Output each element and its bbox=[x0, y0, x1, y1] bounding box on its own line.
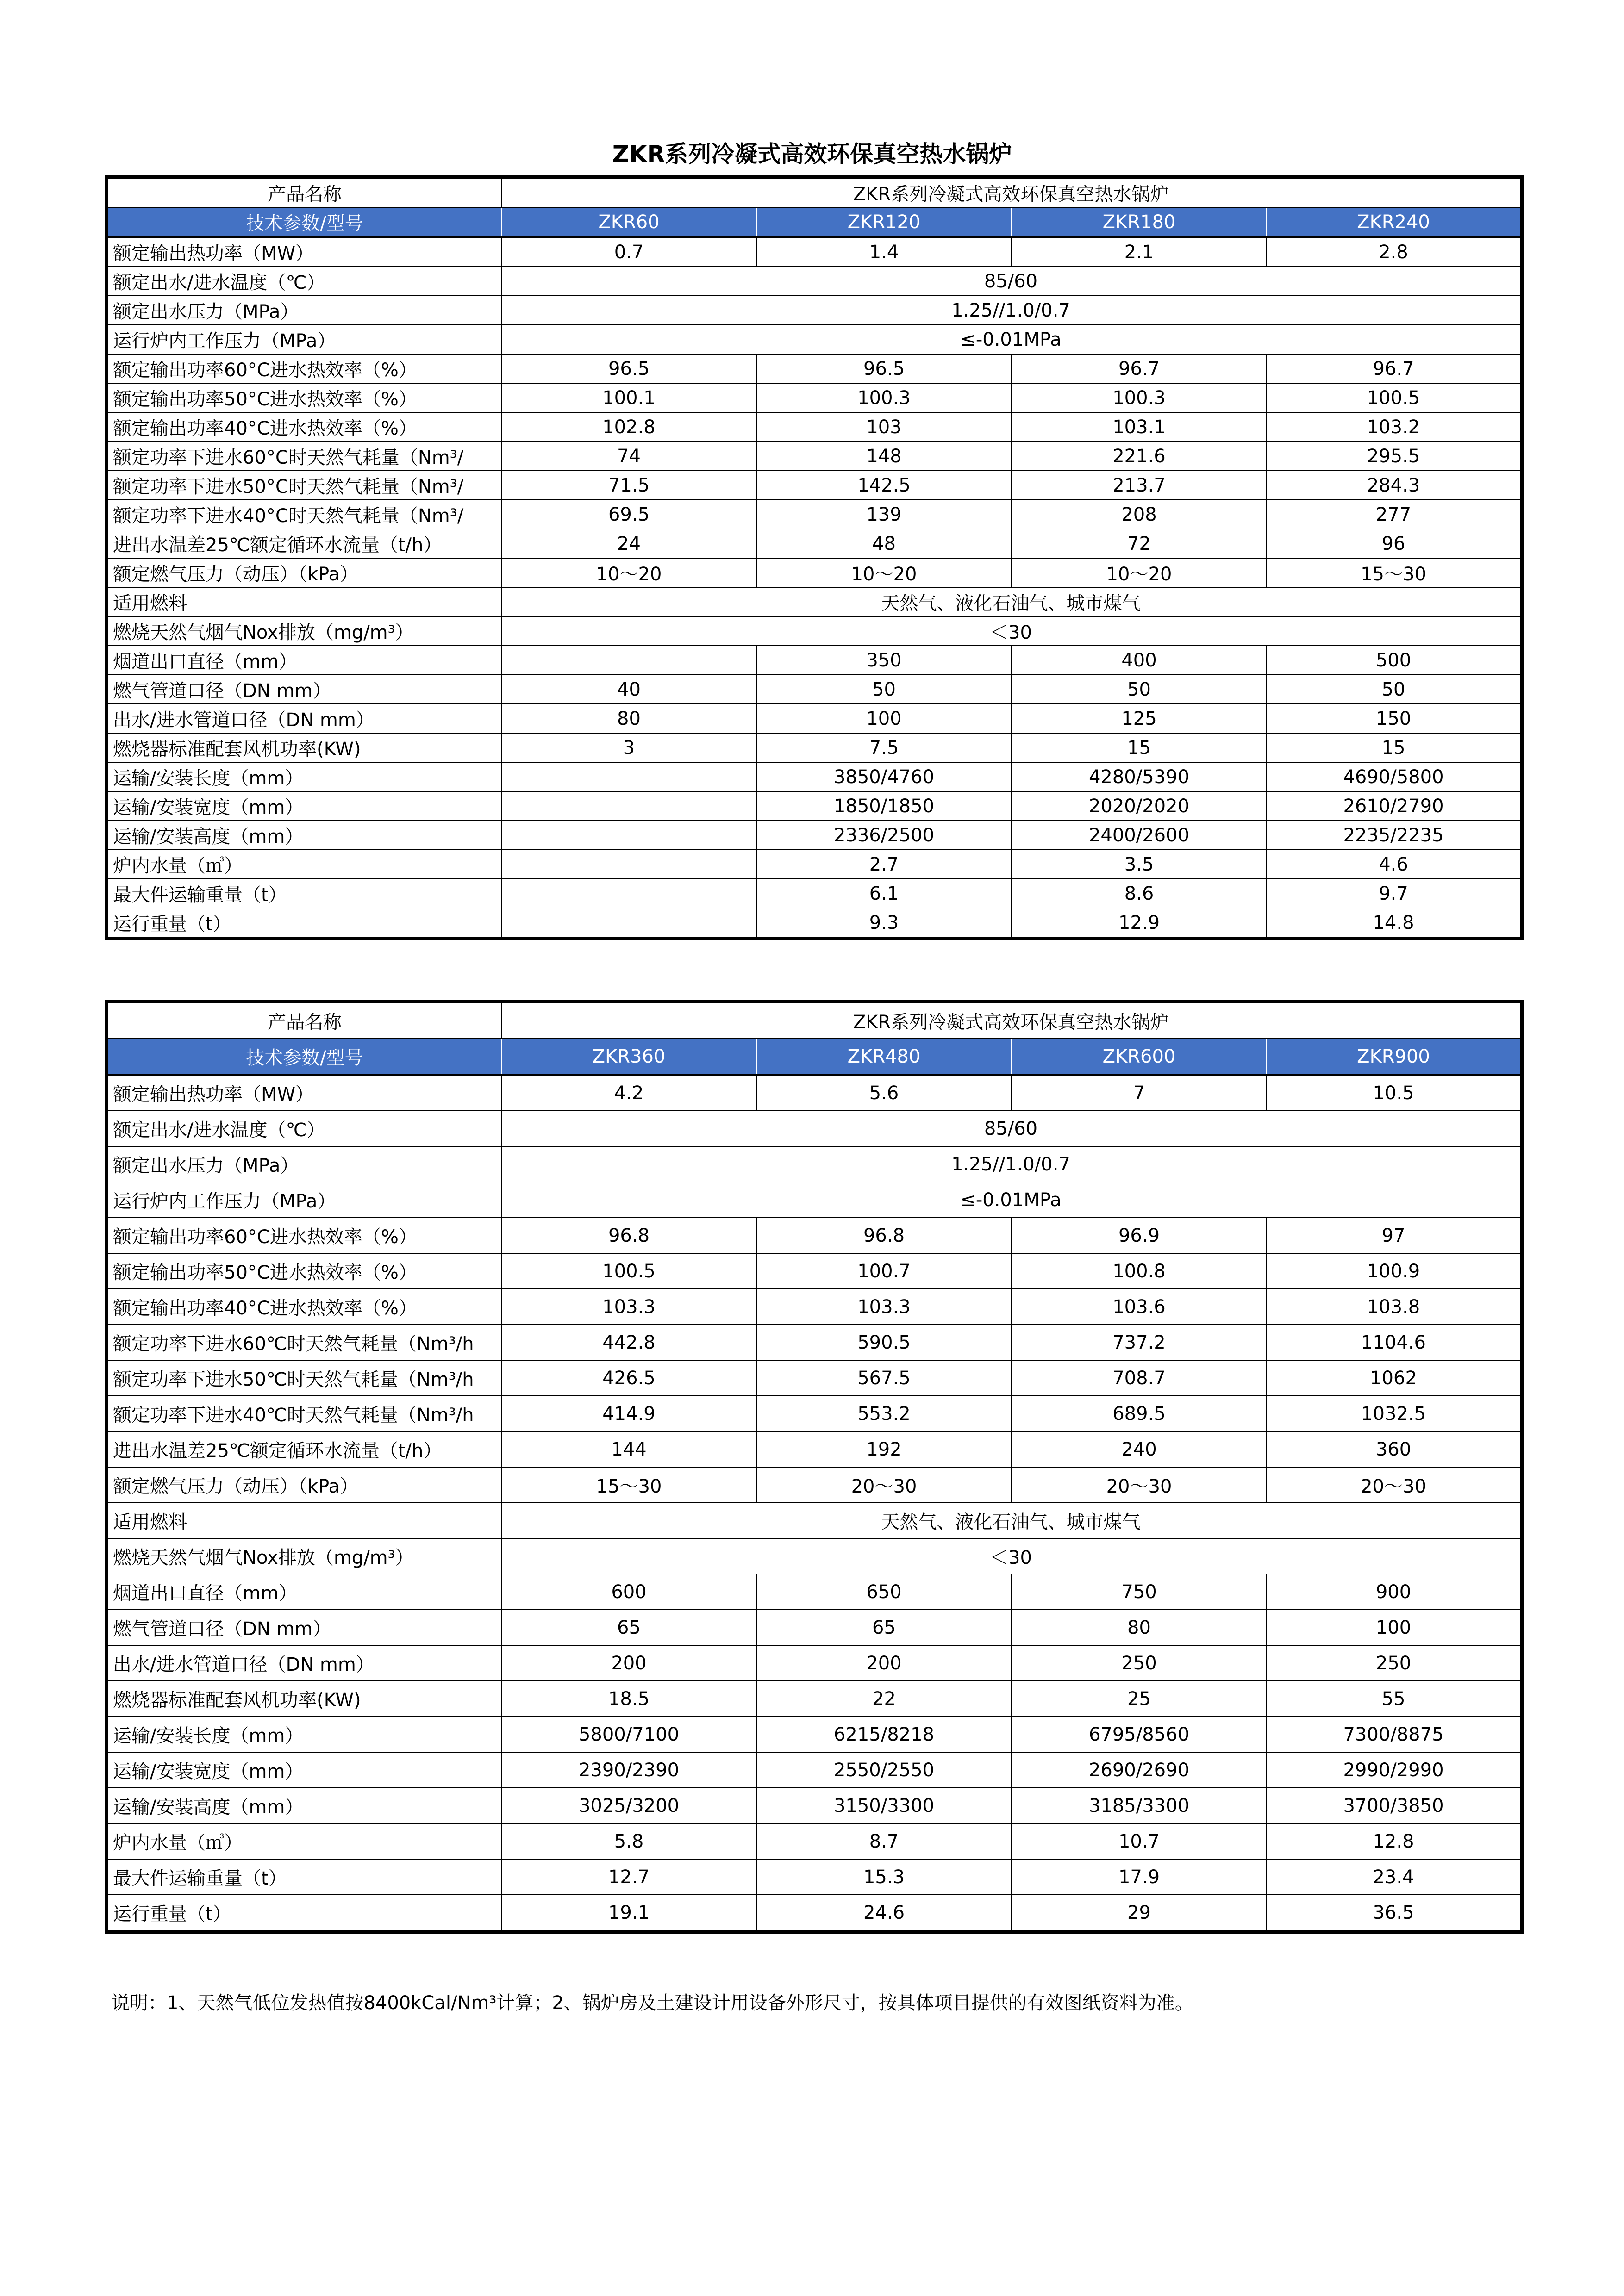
value-cell: 148 bbox=[756, 442, 1012, 471]
value-cell: 192 bbox=[756, 1431, 1012, 1467]
merged-value-cell: 1.25//1.0/0.7 bbox=[501, 296, 1522, 325]
row-label: 运输/安装宽度（mm） bbox=[106, 791, 501, 821]
table-row bbox=[106, 500, 1522, 529]
value-cell: 15.3 bbox=[756, 1859, 1012, 1895]
row-label: 运输/安装长度（mm） bbox=[106, 1717, 501, 1752]
merged-value-cell: 天然气、液化石油气、城市煤气 bbox=[501, 587, 1522, 616]
row-label: 烟道出口直径（mm） bbox=[106, 646, 501, 675]
value-cell: 1.4 bbox=[756, 237, 1012, 267]
table-row bbox=[106, 791, 1522, 821]
table-row bbox=[106, 558, 1522, 587]
row-label: 运输/安装高度（mm） bbox=[106, 821, 501, 850]
spec-table-1 bbox=[105, 175, 1524, 940]
value-cell: 4.2 bbox=[501, 1075, 756, 1111]
model-header-row bbox=[106, 1039, 1522, 1075]
value-cell: 900 bbox=[1267, 1574, 1522, 1610]
table-row bbox=[106, 879, 1522, 908]
value-cell: 2990/2990 bbox=[1267, 1752, 1522, 1788]
model-header-row bbox=[106, 207, 1522, 237]
table-row bbox=[106, 1360, 1522, 1396]
value-cell: 74 bbox=[501, 442, 756, 471]
value-cell: 15 bbox=[1267, 733, 1522, 762]
value-cell: 100.1 bbox=[501, 383, 756, 412]
value-cell: 10～20 bbox=[501, 558, 756, 587]
value-cell: 284.3 bbox=[1267, 471, 1522, 500]
table-row bbox=[106, 1895, 1522, 1932]
product-name-label: 产品名称 bbox=[106, 1002, 501, 1039]
model-header-label: 技术参数/型号 bbox=[106, 207, 501, 237]
value-cell: 426.5 bbox=[501, 1360, 756, 1396]
value-cell: 221.6 bbox=[1012, 442, 1267, 471]
value-cell: 10.5 bbox=[1267, 1075, 1522, 1111]
value-cell: 400 bbox=[1012, 646, 1267, 675]
model-header-cell: ZKR180 bbox=[1012, 207, 1267, 237]
table-row bbox=[106, 616, 1522, 646]
value-cell: 350 bbox=[756, 646, 1012, 675]
value-cell: 553.2 bbox=[756, 1396, 1012, 1431]
row-label: 运行重量（t） bbox=[106, 1895, 501, 1932]
value-cell: 6.1 bbox=[756, 879, 1012, 908]
row-label: 出水/进水管道口径（DN mm） bbox=[106, 1645, 501, 1681]
value-cell: 100 bbox=[1267, 1610, 1522, 1645]
value-cell: 2610/2790 bbox=[1267, 791, 1522, 821]
value-cell: 567.5 bbox=[756, 1360, 1012, 1396]
value-cell: 2.1 bbox=[1012, 237, 1267, 267]
model-header-cell: ZKR900 bbox=[1267, 1039, 1522, 1075]
model-header-cell: ZKR60 bbox=[501, 207, 756, 237]
value-cell: 18.5 bbox=[501, 1681, 756, 1717]
value-cell: 50 bbox=[1267, 675, 1522, 704]
value-cell: 1104.6 bbox=[1267, 1325, 1522, 1360]
value-cell: 24 bbox=[501, 529, 756, 558]
value-cell: 0.7 bbox=[501, 237, 756, 267]
value-cell: 360 bbox=[1267, 1431, 1522, 1467]
value-cell: 100 bbox=[756, 704, 1012, 733]
value-cell bbox=[501, 908, 756, 939]
value-cell bbox=[501, 791, 756, 821]
value-cell: 2550/2550 bbox=[756, 1752, 1012, 1788]
value-cell: 150 bbox=[1267, 704, 1522, 733]
row-label: 适用燃料 bbox=[106, 587, 501, 616]
value-cell: 10～20 bbox=[1012, 558, 1267, 587]
row-label: 运输/安装长度（mm） bbox=[106, 762, 501, 791]
value-cell: 55 bbox=[1267, 1681, 1522, 1717]
row-label: 最大件运输重量（t） bbox=[106, 1859, 501, 1895]
value-cell: 125 bbox=[1012, 704, 1267, 733]
table-row bbox=[106, 442, 1522, 471]
row-label: 运行重量（t） bbox=[106, 908, 501, 939]
value-cell: 1032.5 bbox=[1267, 1396, 1522, 1431]
value-cell: 2690/2690 bbox=[1012, 1752, 1267, 1788]
value-cell: 100.9 bbox=[1267, 1253, 1522, 1289]
row-label: 燃烧器标准配套风机功率(KW) bbox=[106, 1681, 501, 1717]
merged-value-cell: ≤-0.01MPa bbox=[501, 1182, 1522, 1218]
value-cell: 12.7 bbox=[501, 1859, 756, 1895]
row-label: 燃烧器标准配套风机功率(KW) bbox=[106, 733, 501, 762]
value-cell: 2020/2020 bbox=[1012, 791, 1267, 821]
value-cell: 96.5 bbox=[756, 354, 1012, 383]
value-cell: 9.3 bbox=[756, 908, 1012, 939]
product-name-label: 产品名称 bbox=[106, 177, 501, 207]
value-cell: 25 bbox=[1012, 1681, 1267, 1717]
row-label: 额定功率下进水40℃时天然气耗量（Nm³/h bbox=[106, 1396, 501, 1431]
row-label: 进出水温差25℃额定循环水流量（t/h） bbox=[106, 529, 501, 558]
value-cell: 72 bbox=[1012, 529, 1267, 558]
value-cell: 50 bbox=[1012, 675, 1267, 704]
value-cell: 3700/3850 bbox=[1267, 1788, 1522, 1823]
value-cell: 9.7 bbox=[1267, 879, 1522, 908]
table-row bbox=[106, 821, 1522, 850]
product-name-value: ZKR系列冷凝式高效环保真空热水锅炉 bbox=[501, 1002, 1522, 1039]
value-cell: 103.1 bbox=[1012, 412, 1267, 442]
value-cell: 2.8 bbox=[1267, 237, 1522, 267]
table-row bbox=[106, 1752, 1522, 1788]
row-label: 运行炉内工作压力（MPa） bbox=[106, 1182, 501, 1218]
table-row bbox=[106, 1717, 1522, 1752]
row-label: 炉内水量（㎥） bbox=[106, 1823, 501, 1859]
row-label: 额定输出热功率（MW） bbox=[106, 1075, 501, 1111]
value-cell: 22 bbox=[756, 1681, 1012, 1717]
row-label: 额定出水/进水温度（℃） bbox=[106, 1111, 501, 1146]
table-row bbox=[106, 1253, 1522, 1289]
value-cell bbox=[501, 762, 756, 791]
row-label: 出水/进水管道口径（DN mm） bbox=[106, 704, 501, 733]
row-label: 进出水温差25℃额定循环水流量（t/h） bbox=[106, 1431, 501, 1467]
value-cell: 103 bbox=[756, 412, 1012, 442]
value-cell: 103.8 bbox=[1267, 1289, 1522, 1325]
value-cell: 103.6 bbox=[1012, 1289, 1267, 1325]
merged-value-cell: ＜30 bbox=[501, 616, 1522, 646]
value-cell: 144 bbox=[501, 1431, 756, 1467]
model-header-cell: ZKR360 bbox=[501, 1039, 756, 1075]
model-header-cell: ZKR480 bbox=[756, 1039, 1012, 1075]
merged-value-cell: 85/60 bbox=[501, 267, 1522, 296]
table-row bbox=[106, 412, 1522, 442]
row-label: 额定输出功率40°C进水热效率（%） bbox=[106, 1289, 501, 1325]
row-label: 烟道出口直径（mm） bbox=[106, 1574, 501, 1610]
row-label: 运行炉内工作压力（MPa） bbox=[106, 325, 501, 354]
value-cell: 6795/8560 bbox=[1012, 1717, 1267, 1752]
row-label: 额定燃气压力（动压）（kPa） bbox=[106, 1467, 501, 1503]
value-cell: 20～30 bbox=[1012, 1467, 1267, 1503]
value-cell: 29 bbox=[1012, 1895, 1267, 1932]
merged-value-cell: 天然气、液化石油气、城市煤气 bbox=[501, 1503, 1522, 1538]
table-row bbox=[106, 1538, 1522, 1574]
value-cell: 15 bbox=[1012, 733, 1267, 762]
row-label: 燃气管道口径（DN mm） bbox=[106, 675, 501, 704]
value-cell: 1850/1850 bbox=[756, 791, 1012, 821]
value-cell: 6215/8218 bbox=[756, 1717, 1012, 1752]
table-row bbox=[106, 296, 1522, 325]
table-row bbox=[106, 675, 1522, 704]
document-title: ZKR系列冷凝式高效环保真空热水锅炉 bbox=[612, 141, 1012, 168]
value-cell: 4280/5390 bbox=[1012, 762, 1267, 791]
value-cell: 103.2 bbox=[1267, 412, 1522, 442]
table-row bbox=[106, 646, 1522, 675]
table-row bbox=[106, 1788, 1522, 1823]
table-row bbox=[106, 1503, 1522, 1538]
value-cell: 250 bbox=[1267, 1645, 1522, 1681]
table-row bbox=[106, 1574, 1522, 1610]
value-cell: 442.8 bbox=[501, 1325, 756, 1360]
value-cell: 100.5 bbox=[1267, 383, 1522, 412]
value-cell: 3850/4760 bbox=[756, 762, 1012, 791]
row-label: 额定输出功率50°C进水热效率（%） bbox=[106, 383, 501, 412]
value-cell: 20～30 bbox=[756, 1467, 1012, 1503]
value-cell: 2400/2600 bbox=[1012, 821, 1267, 850]
row-label: 额定输出功率40°C进水热效率（%） bbox=[106, 412, 501, 442]
value-cell: 7.5 bbox=[756, 733, 1012, 762]
table-row bbox=[106, 587, 1522, 616]
table-row bbox=[106, 1289, 1522, 1325]
value-cell: 3.5 bbox=[1012, 850, 1267, 879]
model-header-cell: ZKR600 bbox=[1012, 1039, 1267, 1075]
value-cell: 250 bbox=[1012, 1645, 1267, 1681]
table-row bbox=[106, 1075, 1522, 1111]
value-cell: 3185/3300 bbox=[1012, 1788, 1267, 1823]
value-cell: 80 bbox=[501, 704, 756, 733]
value-cell: 240 bbox=[1012, 1431, 1267, 1467]
merged-value-cell: ＜30 bbox=[501, 1538, 1522, 1574]
value-cell bbox=[501, 821, 756, 850]
table-row bbox=[106, 850, 1522, 879]
value-cell: 213.7 bbox=[1012, 471, 1267, 500]
value-cell: 15～30 bbox=[1267, 558, 1522, 587]
value-cell: 200 bbox=[756, 1645, 1012, 1681]
value-cell: 100.8 bbox=[1012, 1253, 1267, 1289]
row-label: 额定输出功率50°C进水热效率（%） bbox=[106, 1253, 501, 1289]
table-row bbox=[106, 1325, 1522, 1360]
value-cell: 10～20 bbox=[756, 558, 1012, 587]
table-row bbox=[106, 1859, 1522, 1895]
value-cell: 96.8 bbox=[501, 1218, 756, 1253]
table-row bbox=[106, 237, 1522, 267]
value-cell: 17.9 bbox=[1012, 1859, 1267, 1895]
value-cell: 3025/3200 bbox=[501, 1788, 756, 1823]
value-cell bbox=[501, 646, 756, 675]
table-row bbox=[106, 325, 1522, 354]
table-row bbox=[106, 1431, 1522, 1467]
table-row bbox=[106, 267, 1522, 296]
value-cell: 100.7 bbox=[756, 1253, 1012, 1289]
value-cell: 750 bbox=[1012, 1574, 1267, 1610]
row-label: 额定出水压力（MPa） bbox=[106, 1146, 501, 1182]
value-cell: 142.5 bbox=[756, 471, 1012, 500]
value-cell: 295.5 bbox=[1267, 442, 1522, 471]
value-cell: 277 bbox=[1267, 500, 1522, 529]
product-name-row bbox=[106, 1002, 1522, 1039]
model-header-label: 技术参数/型号 bbox=[106, 1039, 501, 1075]
value-cell bbox=[501, 879, 756, 908]
value-cell: 4690/5800 bbox=[1267, 762, 1522, 791]
table-row bbox=[106, 1396, 1522, 1431]
row-label: 炉内水量（㎥） bbox=[106, 850, 501, 879]
value-cell: 708.7 bbox=[1012, 1360, 1267, 1396]
table-row bbox=[106, 704, 1522, 733]
value-cell: 2390/2390 bbox=[501, 1752, 756, 1788]
value-cell: 3 bbox=[501, 733, 756, 762]
value-cell: 2.7 bbox=[756, 850, 1012, 879]
row-label: 额定出水压力（MPa） bbox=[106, 296, 501, 325]
value-cell: 103.3 bbox=[756, 1289, 1012, 1325]
row-label: 额定输出功率60°C进水热效率（%） bbox=[106, 1218, 501, 1253]
row-label: 额定出水/进水温度（℃） bbox=[106, 267, 501, 296]
row-label: 额定燃气压力（动压）（kPa） bbox=[106, 558, 501, 587]
row-label: 额定输出功率60°C进水热效率（%） bbox=[106, 354, 501, 383]
footnote: 说明：1、天然气低位发热值按8400kCal/Nm³计算；2、锅炉房及土建设计用设备外形尺寸，按具体项目提供的有效图纸资料为准。 bbox=[111, 1992, 1193, 2014]
spec-table-2 bbox=[105, 1000, 1524, 1934]
value-cell: 12.8 bbox=[1267, 1823, 1522, 1859]
value-cell: 414.9 bbox=[501, 1396, 756, 1431]
value-cell: 96.7 bbox=[1012, 354, 1267, 383]
value-cell: 65 bbox=[756, 1610, 1012, 1645]
table-row bbox=[106, 1146, 1522, 1182]
value-cell: 103.3 bbox=[501, 1289, 756, 1325]
row-label: 额定功率下进水50°C时天然气耗量（Nm³/ bbox=[106, 471, 501, 500]
table-row bbox=[106, 1645, 1522, 1681]
row-label: 运输/安装高度（mm） bbox=[106, 1788, 501, 1823]
row-label: 燃烧天然气烟气Nox排放（mg/m³） bbox=[106, 616, 501, 646]
value-cell: 96.8 bbox=[756, 1218, 1012, 1253]
row-label: 额定功率下进水60°C时天然气耗量（Nm³/ bbox=[106, 442, 501, 471]
value-cell: 500 bbox=[1267, 646, 1522, 675]
row-label: 适用燃料 bbox=[106, 1503, 501, 1538]
value-cell: 14.8 bbox=[1267, 908, 1522, 939]
value-cell: 65 bbox=[501, 1610, 756, 1645]
value-cell bbox=[501, 850, 756, 879]
product-name-row bbox=[106, 177, 1522, 207]
model-header-cell: ZKR240 bbox=[1267, 207, 1522, 237]
row-label: 燃气管道口径（DN mm） bbox=[106, 1610, 501, 1645]
row-label: 额定输出热功率（MW） bbox=[106, 237, 501, 267]
value-cell: 36.5 bbox=[1267, 1895, 1522, 1932]
value-cell: 1062 bbox=[1267, 1360, 1522, 1396]
value-cell: 97 bbox=[1267, 1218, 1522, 1253]
value-cell: 96 bbox=[1267, 529, 1522, 558]
value-cell: 737.2 bbox=[1012, 1325, 1267, 1360]
value-cell: 100.5 bbox=[501, 1253, 756, 1289]
value-cell: 600 bbox=[501, 1574, 756, 1610]
value-cell: 8.7 bbox=[756, 1823, 1012, 1859]
value-cell: 23.4 bbox=[1267, 1859, 1522, 1895]
value-cell: 15～30 bbox=[501, 1467, 756, 1503]
table-row bbox=[106, 1111, 1522, 1146]
merged-value-cell: 1.25//1.0/0.7 bbox=[501, 1146, 1522, 1182]
value-cell: 8.6 bbox=[1012, 879, 1267, 908]
value-cell: 7300/8875 bbox=[1267, 1717, 1522, 1752]
value-cell: 2336/2500 bbox=[756, 821, 1012, 850]
value-cell: 2235/2235 bbox=[1267, 821, 1522, 850]
value-cell: 71.5 bbox=[501, 471, 756, 500]
row-label: 额定功率下进水60℃时天然气耗量（Nm³/h bbox=[106, 1325, 501, 1360]
value-cell: 3150/3300 bbox=[756, 1788, 1012, 1823]
value-cell: 208 bbox=[1012, 500, 1267, 529]
product-name-value: ZKR系列冷凝式高效环保真空热水锅炉 bbox=[501, 177, 1522, 207]
value-cell: 689.5 bbox=[1012, 1396, 1267, 1431]
table-row bbox=[106, 908, 1522, 939]
value-cell: 24.6 bbox=[756, 1895, 1012, 1932]
row-label: 燃烧天然气烟气Nox排放（mg/m³） bbox=[106, 1538, 501, 1574]
table-row bbox=[106, 1610, 1522, 1645]
table-row bbox=[106, 1467, 1522, 1503]
value-cell: 139 bbox=[756, 500, 1012, 529]
value-cell: 590.5 bbox=[756, 1325, 1012, 1360]
value-cell: 96.7 bbox=[1267, 354, 1522, 383]
value-cell: 80 bbox=[1012, 1610, 1267, 1645]
value-cell: 48 bbox=[756, 529, 1012, 558]
value-cell: 12.9 bbox=[1012, 908, 1267, 939]
value-cell: 5800/7100 bbox=[501, 1717, 756, 1752]
value-cell: 5.6 bbox=[756, 1075, 1012, 1111]
value-cell: 40 bbox=[501, 675, 756, 704]
table-row bbox=[106, 354, 1522, 383]
value-cell: 69.5 bbox=[501, 500, 756, 529]
table-row bbox=[106, 383, 1522, 412]
value-cell: 200 bbox=[501, 1645, 756, 1681]
table-row bbox=[106, 1218, 1522, 1253]
table-row bbox=[106, 1823, 1522, 1859]
value-cell: 100.3 bbox=[1012, 383, 1267, 412]
row-label: 最大件运输重量（t） bbox=[106, 879, 501, 908]
value-cell: 50 bbox=[756, 675, 1012, 704]
value-cell: 4.6 bbox=[1267, 850, 1522, 879]
merged-value-cell: ≤-0.01MPa bbox=[501, 325, 1522, 354]
value-cell: 19.1 bbox=[501, 1895, 756, 1932]
table-row bbox=[106, 471, 1522, 500]
value-cell: 20～30 bbox=[1267, 1467, 1522, 1503]
value-cell: 10.7 bbox=[1012, 1823, 1267, 1859]
row-label: 运输/安装宽度（mm） bbox=[106, 1752, 501, 1788]
value-cell: 650 bbox=[756, 1574, 1012, 1610]
table-row bbox=[106, 1681, 1522, 1717]
row-label: 额定功率下进水40°C时天然气耗量（Nm³/ bbox=[106, 500, 501, 529]
table-row bbox=[106, 1182, 1522, 1218]
table-row bbox=[106, 733, 1522, 762]
value-cell: 7 bbox=[1012, 1075, 1267, 1111]
value-cell: 96.9 bbox=[1012, 1218, 1267, 1253]
model-header-cell: ZKR120 bbox=[756, 207, 1012, 237]
row-label: 额定功率下进水50℃时天然气耗量（Nm³/h bbox=[106, 1360, 501, 1396]
table-row bbox=[106, 762, 1522, 791]
value-cell: 5.8 bbox=[501, 1823, 756, 1859]
value-cell: 96.5 bbox=[501, 354, 756, 383]
value-cell: 102.8 bbox=[501, 412, 756, 442]
table-row bbox=[106, 529, 1522, 558]
merged-value-cell: 85/60 bbox=[501, 1111, 1522, 1146]
value-cell: 100.3 bbox=[756, 383, 1012, 412]
